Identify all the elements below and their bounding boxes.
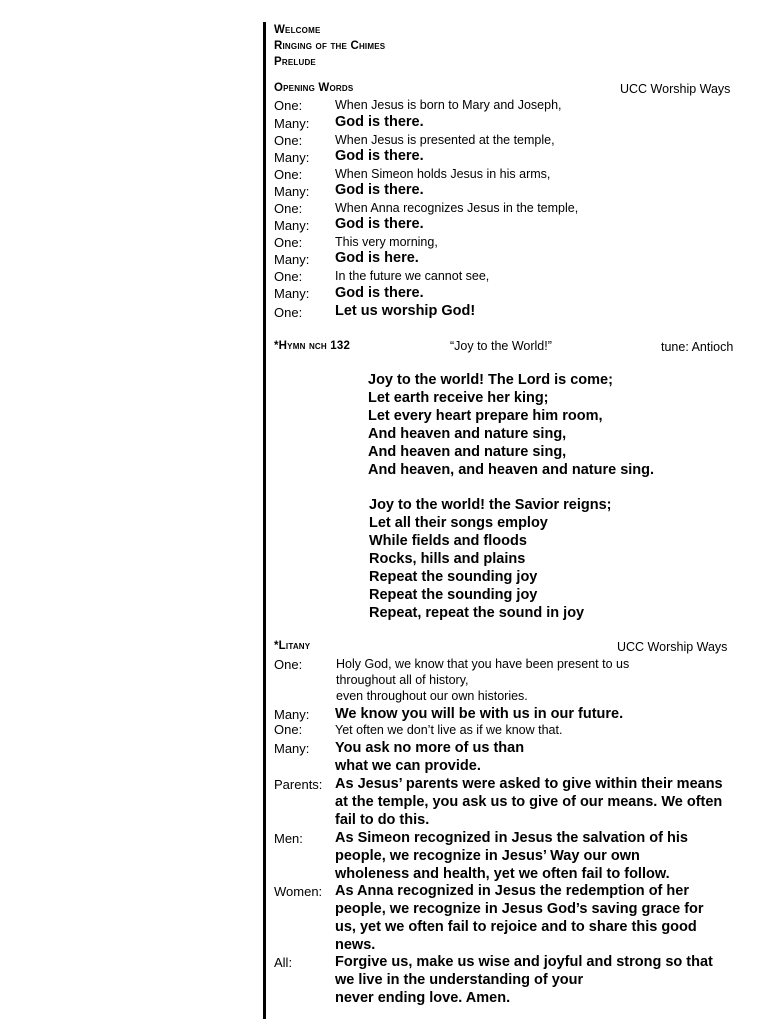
opening-line: When Anna recognizes Jesus in the temple,	[335, 201, 579, 215]
litany-line: throughout all of history,	[336, 673, 469, 687]
litany-line: You ask no more of us than	[335, 740, 525, 756]
litany-line: Yet often we don’t live as if we know that.	[335, 723, 563, 737]
litany-line: people, we recognize in Jesus’ Way our own	[335, 848, 640, 864]
litany-line: As Anna recognized in Jesus the redemption of her	[335, 883, 689, 899]
litany-text	[335, 739, 524, 775]
hymn-line: Rocks, hills and plains	[369, 551, 526, 567]
opening-speaker: One:	[274, 305, 303, 320]
litany-line: us, yet we often fail to rejoice and to share this good	[335, 919, 697, 935]
opening-response: God is there.	[335, 114, 424, 130]
hymn-line: Repeat, repeat the sound in joy	[369, 605, 585, 621]
opening-speaker: Many:	[274, 116, 310, 131]
opening-speaker: One:	[274, 167, 303, 182]
litany-line: We know you will be with us in our future.	[335, 706, 624, 722]
hymn-line: Joy to the world! The Lord is come;	[368, 372, 613, 388]
litany-speaker: Men:	[274, 831, 303, 846]
litany-text	[335, 882, 704, 954]
hymn-label: *Hymn nch 132	[274, 340, 351, 352]
litany-line: As Simeon recognized in Jesus the salvation of his	[335, 830, 688, 846]
litany-line: wholeness and health, yet we often fail to follow.	[335, 866, 670, 882]
opening-source: UCC Worship Ways	[620, 82, 731, 96]
opening-response: God is here.	[335, 250, 419, 266]
margin-rule	[263, 22, 266, 1019]
litany-speaker: One:	[274, 657, 303, 672]
litany-text	[335, 705, 623, 723]
litany-line: fail to do this.	[335, 812, 430, 828]
hymn-title: “Joy to the World!”	[450, 339, 552, 353]
litany-source: UCC Worship Ways	[617, 640, 728, 654]
litany-heading: *Litany	[274, 640, 311, 652]
opening-line: When Simeon holds Jesus in his arms,	[335, 167, 551, 181]
litany-line: news.	[335, 937, 376, 953]
hymn-line: Let all their songs employ	[369, 515, 548, 531]
opening-line: When Jesus is born to Mary and Joseph,	[335, 98, 562, 112]
litany-speaker: One:	[274, 722, 303, 737]
hymn-verse-2	[369, 496, 612, 622]
opening-speaker: Many:	[274, 252, 310, 267]
litany-text	[335, 953, 713, 1007]
hymn-line: And heaven, and heaven and nature sing.	[368, 462, 655, 478]
hymn-line: While fields and floods	[369, 533, 527, 549]
litany-speaker: All:	[274, 955, 293, 970]
hymn-verse-1	[368, 371, 654, 479]
litany-line: we live in the understanding of your	[335, 972, 584, 988]
opening-speaker: One:	[274, 133, 303, 148]
hymn-line: Joy to the world! the Savior reigns;	[369, 497, 612, 513]
litany-speaker: Parents:	[274, 777, 323, 792]
hymn-line: Repeat the sounding joy	[369, 569, 538, 585]
opening-speaker: One:	[274, 201, 303, 216]
opening-response: God is there.	[335, 148, 424, 164]
opening-speaker: Many:	[274, 218, 310, 233]
litany-text	[335, 722, 562, 738]
opening-speaker: Many:	[274, 184, 310, 199]
litany-line: Forgive us, make us wise and joyful and strong so that	[335, 954, 713, 970]
litany-line: Holy God, we know that you have been present to us	[336, 657, 630, 671]
litany-speaker: Many:	[274, 707, 310, 722]
litany-speaker: Women:	[274, 884, 323, 899]
opening-response: God is there.	[335, 285, 424, 301]
hymn-line: Repeat the sounding joy	[369, 587, 538, 603]
litany-line: what we can provide.	[335, 758, 481, 774]
litany-line: As Jesus’ parents were asked to give within their means	[335, 776, 723, 792]
hymn-line: Let every heart prepare him room,	[368, 408, 603, 424]
litany-line: people, we recognize in Jesus God’s saving grace for	[335, 901, 704, 917]
opening-response: Let us worship God!	[335, 303, 476, 319]
opening-line: In the future we cannot see,	[335, 269, 490, 283]
opening-words-heading: Opening Words	[274, 82, 354, 94]
litany-speaker: Many:	[274, 741, 310, 756]
opening-speaker: One:	[274, 235, 303, 250]
opening-line: When Jesus is presented at the temple,	[335, 133, 555, 147]
litany-text	[336, 656, 629, 704]
opening-speaker: Many:	[274, 286, 310, 301]
opening-speaker: One:	[274, 269, 303, 284]
litany-text	[335, 829, 688, 883]
litany-line: at the temple, you ask us to give of our means. We often	[335, 794, 723, 810]
opening-line: This very morning,	[335, 235, 438, 249]
litany-line: even throughout our own histories.	[336, 689, 528, 703]
hymn-line: And heaven and nature sing,	[368, 426, 567, 442]
prelude-heading: Prelude	[274, 56, 316, 68]
chimes-heading: Ringing of the Chimes	[274, 40, 386, 52]
litany-line: never ending love. Amen.	[335, 990, 511, 1006]
hymn-line: Let earth receive her king;	[368, 390, 549, 406]
welcome-heading: Welcome	[274, 24, 321, 36]
opening-response: God is there.	[335, 182, 424, 198]
litany-text	[335, 775, 723, 829]
hymn-line: And heaven and nature sing,	[368, 444, 567, 460]
opening-speaker: Many:	[274, 150, 310, 165]
opening-speaker: One:	[274, 98, 303, 113]
hymn-tune: tune: Antioch	[661, 340, 734, 354]
opening-response: God is there.	[335, 216, 424, 232]
